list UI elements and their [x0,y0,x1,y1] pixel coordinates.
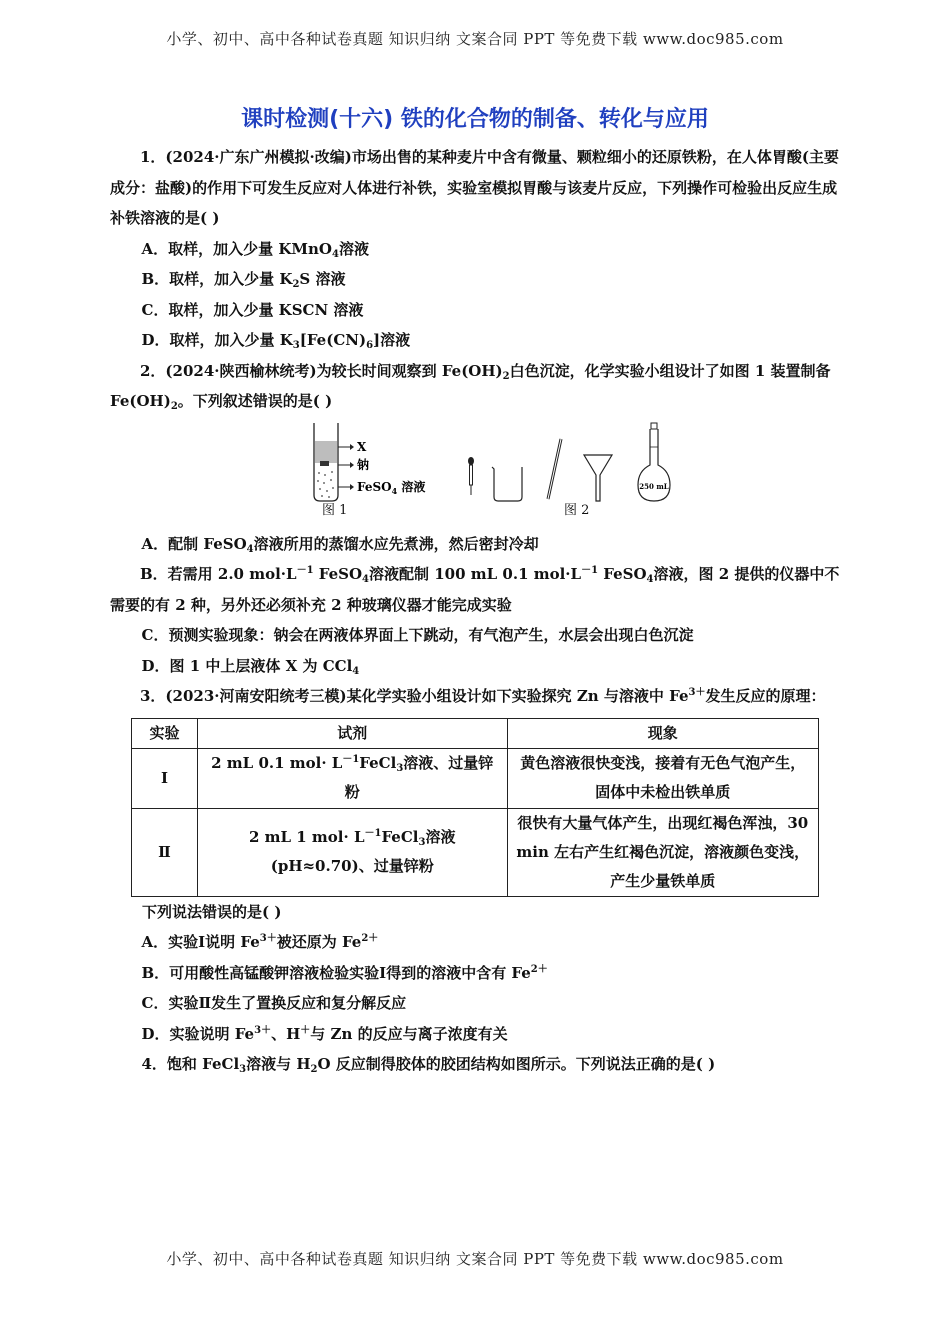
table-cell-reagent: 2 mL 1 $mol\cdot L^{-1}FeCl_3$溶液(pH≈0.70)、过量锌粉 [197,808,507,896]
page-header: 小学、初中、高中各种试卷真题 知识归纳 文案合同 PPT 等免费下载 www.doc985.com [166,30,784,48]
q2-option-d: D．图 1 中上层液体 X 为 CCl$_4$ [141,656,360,677]
q2-option-c: C．预测实验现象：钠会在两液体界面上下跳动，有气泡产生，水层会出现白色沉淀 [141,626,694,644]
table-cell-exp: Ⅰ [132,748,198,808]
q3-option-c: C．实验Ⅱ发生了置换反应和复分解反应 [141,994,407,1012]
table-header: 现象 [507,718,818,748]
q2-option-a: A．配制 FeSO$_4$溶液所用的蒸馏水应先煮沸，然后密封冷却 [141,534,539,555]
table-header: 实验 [132,718,198,748]
dropper-icon [468,457,474,495]
table-header: 试剂 [197,718,507,748]
q3-option-d: D．实验说明 $Fe^{3+}$、H＋与 Zn 的反应与离子浓度有关 [141,1024,508,1043]
table-row [132,808,819,896]
test-tube-diagram [310,421,460,505]
figure-2 [460,421,690,527]
q1-option-a: A．取样，加入少量 KMnO$_4$溶液 [141,239,369,260]
table-cell-phenomenon: 很快有大量气体产生，出现红褐色浑浊，30 min 左右产生红褐色沉淀，溶液颜色变浅，产生少量铁单质 [507,808,818,896]
q3-option-b: B．可用酸性高锰酸钾溶液检验实验Ⅰ得到的溶液中含有 $Fe^{2+}$ [141,963,548,982]
page-footer: 小学、初中、高中各种试卷真题 知识归纳 文案合同 PPT 等免费下载 www.doc985.com [166,1250,784,1268]
volumetric-flask-icon [638,423,670,501]
table-row [132,748,819,808]
lab-instruments-diagram [460,421,690,507]
label-x: X [357,439,367,454]
q1-stem: 1．(2024·广东广州模拟·改编)市场出售的某种麦片中含有微量、颗粒细小的还原铁粉，在人体胃酸(主要成分：盐酸)的作用下可发生反应对人体进行补铁，实验室模拟胃酸与该麦片反应，下列操作可检验出反应生成补铁溶液的是( ) [110,148,839,227]
table-cell-exp: Ⅱ [132,808,198,896]
table-cell-reagent: 2 mL 0.1 $mol\cdot L^{-1}FeCl_3$溶液、过量锌粉 [197,748,507,808]
flask-label: 250 mL [639,481,669,491]
q2-option-b: B．若需用 2.0 $mol\cdot L^{-1}$ FeSO$_4$溶液配制 100 mL 0.1 $mol\cdot L^{-1}$ FeSO$_4$溶液，图 2 提供的仪器中不需要的有 2 种，另外还必须补充 2 种玻璃仪器才能完成实验 [110,565,840,614]
experiment-table [131,718,819,897]
q4-stem: 4．饱和 FeCl$_3$溶液与 $H_2O$ 反应制得胶体的胶团结构如图所示。下列说法正确的是( ) [141,1055,716,1075]
glass-rod-icon [548,439,561,499]
page-title: 课时检测(十六) 铁的化合物的制备、转化与应用 [241,107,709,132]
funnel-icon [584,455,612,501]
figure-1 [310,421,460,527]
beaker-icon [492,467,522,501]
q3-stem: 3．(2023·河南安阳统考三模)某化学实验小组设计如下实验探究 Zn 与溶液中 $Fe^{3+}$发生反应的原理： [140,687,826,705]
figure-1-caption: 图 1 [322,503,348,518]
q2-stem: 2．(2024·陕西榆林统考)为较长时间观察到 $Fe(OH)_2$白色沉淀，化学实验小组设计了如图 1 装置制备 $Fe(OH)_2$。下列叙述错误的是( ) [110,361,831,412]
table-header-row [132,718,819,748]
q3-prompt: 下列说法错误的是( ) [142,902,282,921]
q1-option-b: B．取样，加入少量 $K_2S$ 溶液 [141,270,346,290]
table-cell-phenomenon: 黄色溶液很快变浅，接着有无色气泡产生，固体中未检出铁单质 [507,748,818,808]
q1-option-d: D．取样，加入少量 $K_3[Fe(CN)_6]$溶液 [141,331,411,351]
figure-2-caption: 图 2 [564,503,590,518]
label-feso4: FeSO$_4$ 溶液 [357,479,426,496]
question-content [110,142,842,1080]
q1-option-c: C．取样，加入少量 KSCN 溶液 [141,300,364,319]
q2-figures [110,421,842,527]
q3-option-a: A．实验Ⅰ说明 $Fe^{3+}$被还原为 $Fe^{2+}$ [141,933,379,951]
label-sodium: 钠 [357,457,370,472]
